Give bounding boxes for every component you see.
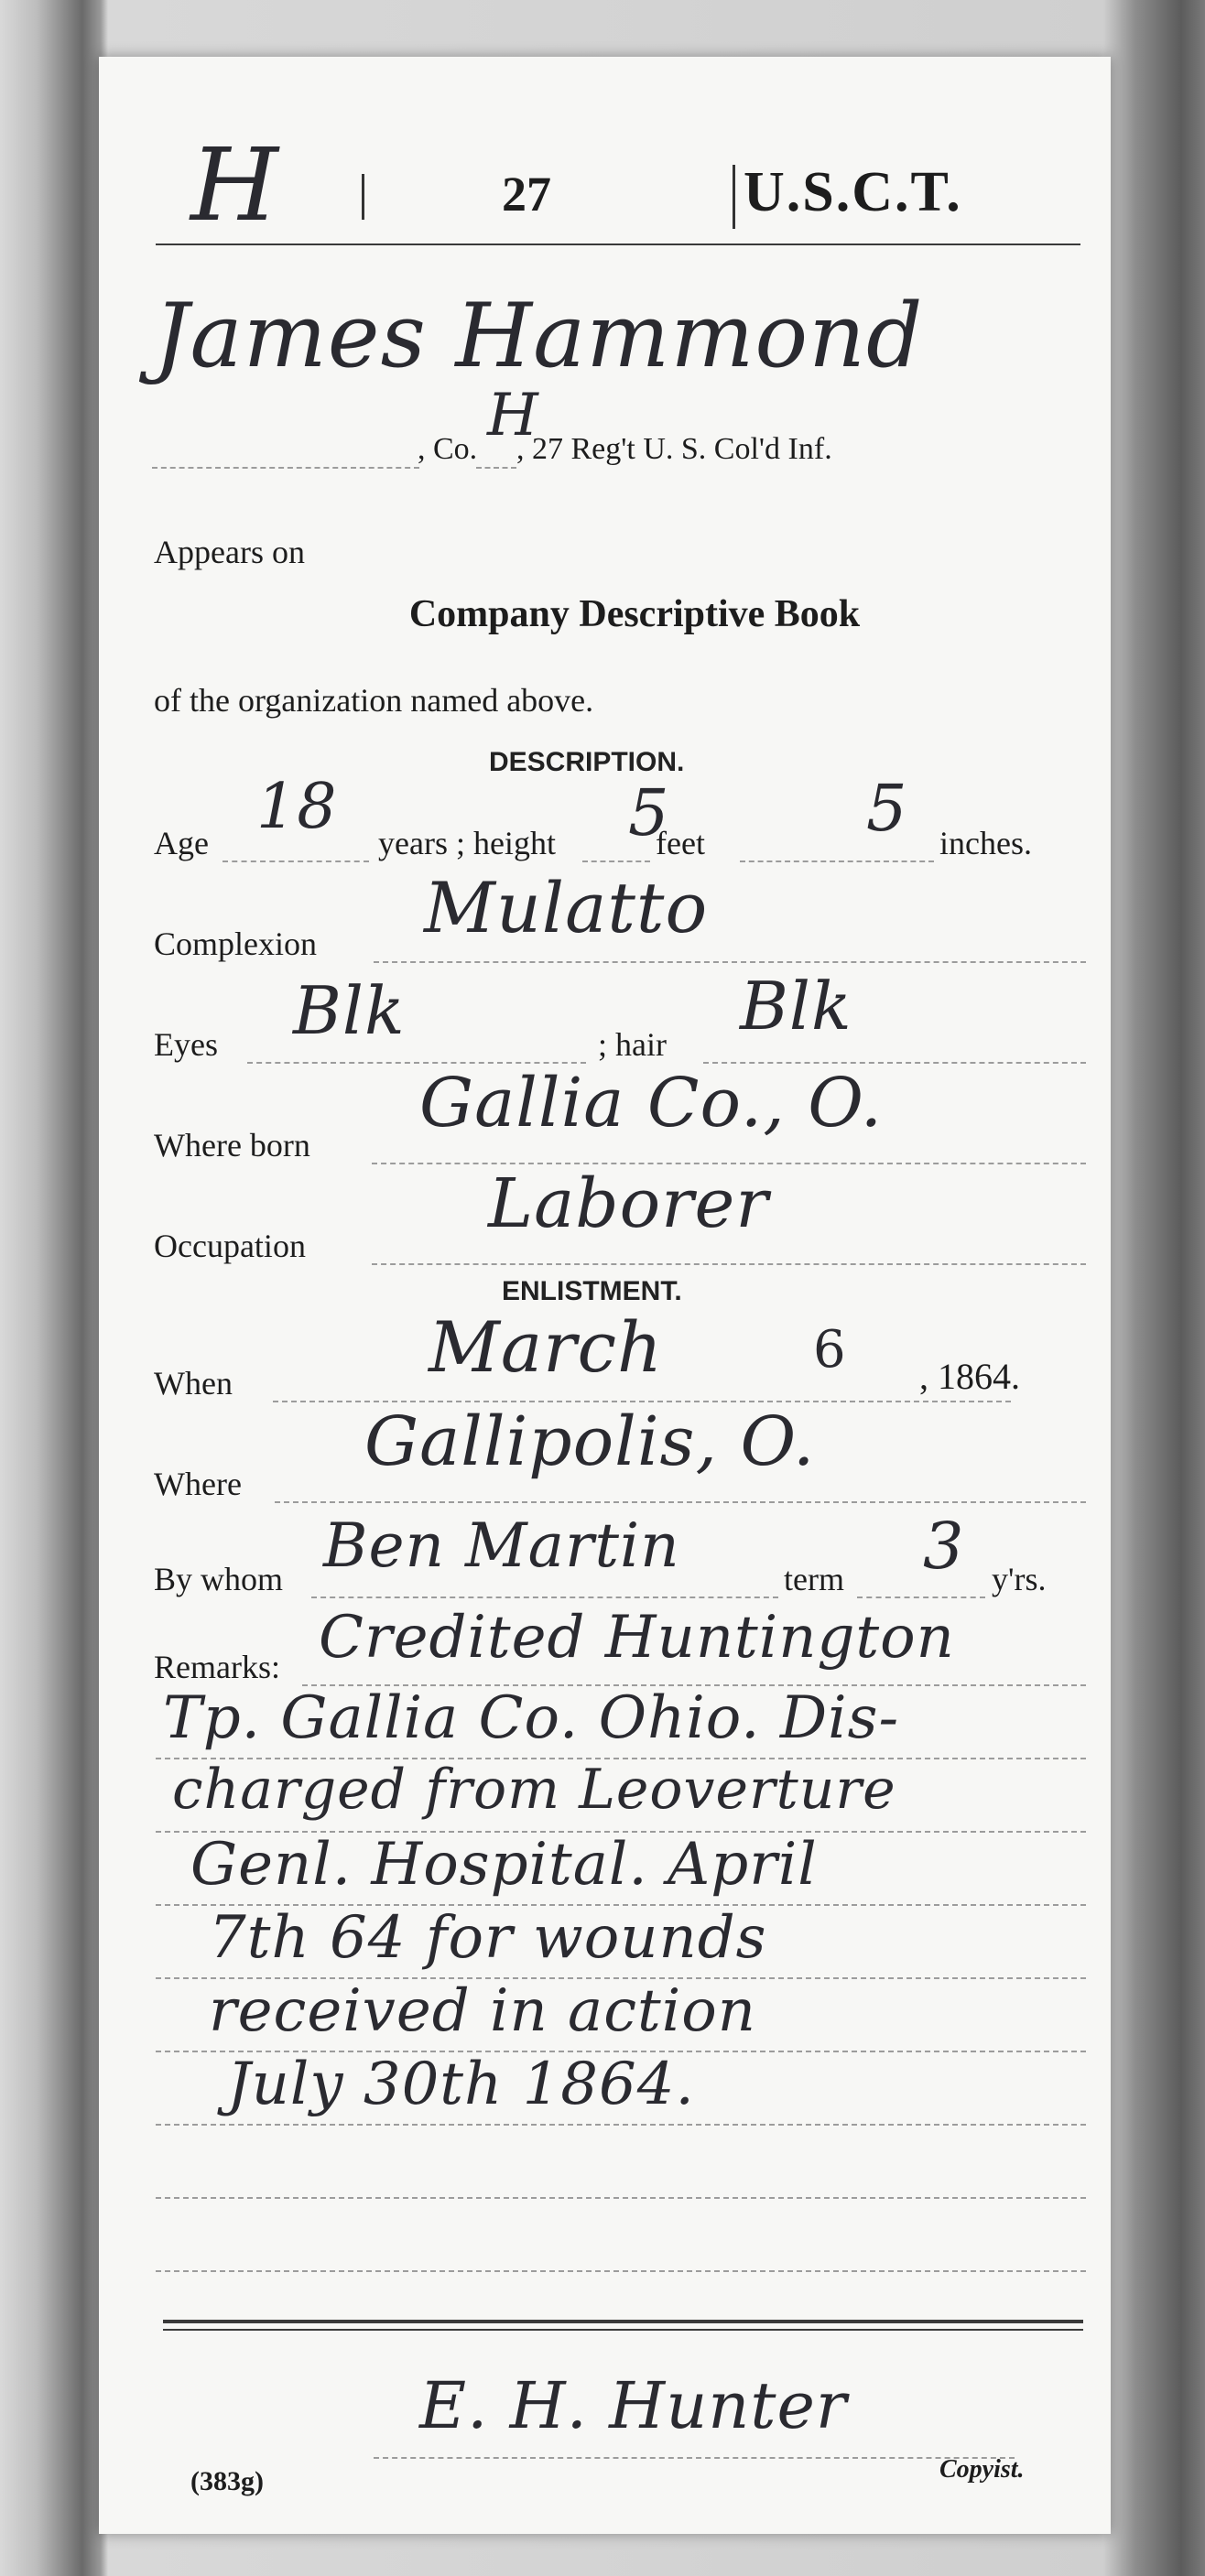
term-label: term bbox=[784, 1561, 844, 1597]
enlistment-heading: ENLISTMENT. bbox=[502, 1276, 682, 1306]
remarks-underline-9 bbox=[156, 2270, 1086, 2272]
remarks-line-4: Genl. Hospital. April bbox=[190, 1831, 818, 1899]
description-heading: DESCRIPTION. bbox=[489, 747, 685, 777]
occupation-underline bbox=[372, 1263, 1086, 1265]
by-whom-underline bbox=[311, 1596, 778, 1598]
organization-line: of the organization named above. bbox=[154, 682, 594, 719]
name-underline bbox=[152, 467, 419, 469]
term-years-label: y'rs. bbox=[992, 1561, 1047, 1597]
remarks-label: Remarks: bbox=[154, 1649, 280, 1685]
company-underline bbox=[476, 467, 516, 469]
copyist-signature: E. H. Hunter bbox=[419, 2368, 848, 2443]
feet-label: feet bbox=[656, 825, 705, 861]
complexion-underline bbox=[374, 961, 1086, 963]
company-letter: H bbox=[487, 382, 539, 449]
soldier-name: James Hammond bbox=[154, 285, 924, 387]
height-inches-value: 5 bbox=[866, 771, 908, 846]
age-label: Age bbox=[154, 825, 209, 861]
hair-value: Blk bbox=[740, 968, 852, 1044]
remarks-line-7: July 30th 1864. bbox=[227, 2051, 695, 2118]
remarks-underline-7 bbox=[156, 2124, 1086, 2126]
where-value: Gallipolis, O. bbox=[364, 1402, 816, 1481]
bottom-rule-thick bbox=[163, 2320, 1083, 2323]
copyist-label: Copyist. bbox=[939, 2455, 1025, 2484]
book-title: Company Descriptive Book bbox=[408, 593, 861, 635]
occupation-label: Occupation bbox=[154, 1228, 306, 1264]
years-height-label: years ; height bbox=[378, 825, 556, 861]
regiment-line: , 27 Reg't U. S. Col'd Inf. bbox=[516, 432, 832, 466]
complexion-value: Mulatto bbox=[424, 867, 709, 948]
eyes-value: Blk bbox=[293, 972, 406, 1049]
eyes-label: Eyes bbox=[154, 1026, 218, 1063]
remarks-line-3: charged from Leoverture bbox=[172, 1758, 896, 1822]
age-value: 18 bbox=[256, 771, 338, 843]
header-rule bbox=[156, 244, 1080, 245]
unit-name: U.S.C.T. bbox=[744, 161, 962, 223]
appears-on-label: Appears on bbox=[154, 534, 305, 570]
bottom-rule-thin bbox=[163, 2329, 1083, 2331]
header-divider-right bbox=[733, 165, 735, 229]
regiment-number: 27 bbox=[502, 167, 551, 222]
signature-underline bbox=[374, 2457, 1015, 2459]
form-number: (383g) bbox=[190, 2466, 264, 2496]
remarks-line-5: 7th 64 for wounds bbox=[209, 1904, 767, 1972]
when-month-value: March bbox=[429, 1306, 663, 1388]
header-letter: H bbox=[190, 126, 279, 244]
inches-underline bbox=[740, 860, 934, 862]
feet-underline bbox=[582, 860, 650, 862]
inches-label: inches. bbox=[939, 825, 1032, 861]
height-feet-value: 5 bbox=[628, 775, 670, 850]
remarks-line-6: received in action bbox=[209, 1977, 756, 2045]
header-divider-left bbox=[362, 174, 364, 220]
remarks-line-2: Tp. Gallia Co. Ohio. Dis- bbox=[163, 1684, 900, 1752]
term-value: 3 bbox=[923, 1509, 965, 1584]
occupation-value: Laborer bbox=[488, 1164, 769, 1243]
where-label: Where bbox=[154, 1466, 242, 1502]
by-whom-label: By whom bbox=[154, 1561, 284, 1597]
remarks-underline-8 bbox=[156, 2197, 1086, 2199]
when-label: When bbox=[154, 1365, 233, 1402]
age-underline bbox=[223, 860, 369, 862]
where-born-value: Gallia Co., O. bbox=[419, 1064, 884, 1142]
hair-label: ; hair bbox=[598, 1026, 667, 1063]
by-whom-value: Ben Martin bbox=[323, 1510, 680, 1581]
complexion-label: Complexion bbox=[154, 925, 317, 962]
remarks-line-1: Credited Huntington bbox=[319, 1604, 955, 1672]
when-year: , 1864. bbox=[919, 1356, 1020, 1397]
where-born-label: Where born bbox=[154, 1127, 310, 1164]
term-underline bbox=[857, 1596, 985, 1598]
when-day-value: 6 bbox=[813, 1320, 847, 1380]
co-label: , Co. bbox=[418, 432, 478, 466]
where-underline bbox=[275, 1501, 1086, 1503]
descriptive-card bbox=[99, 57, 1111, 2534]
